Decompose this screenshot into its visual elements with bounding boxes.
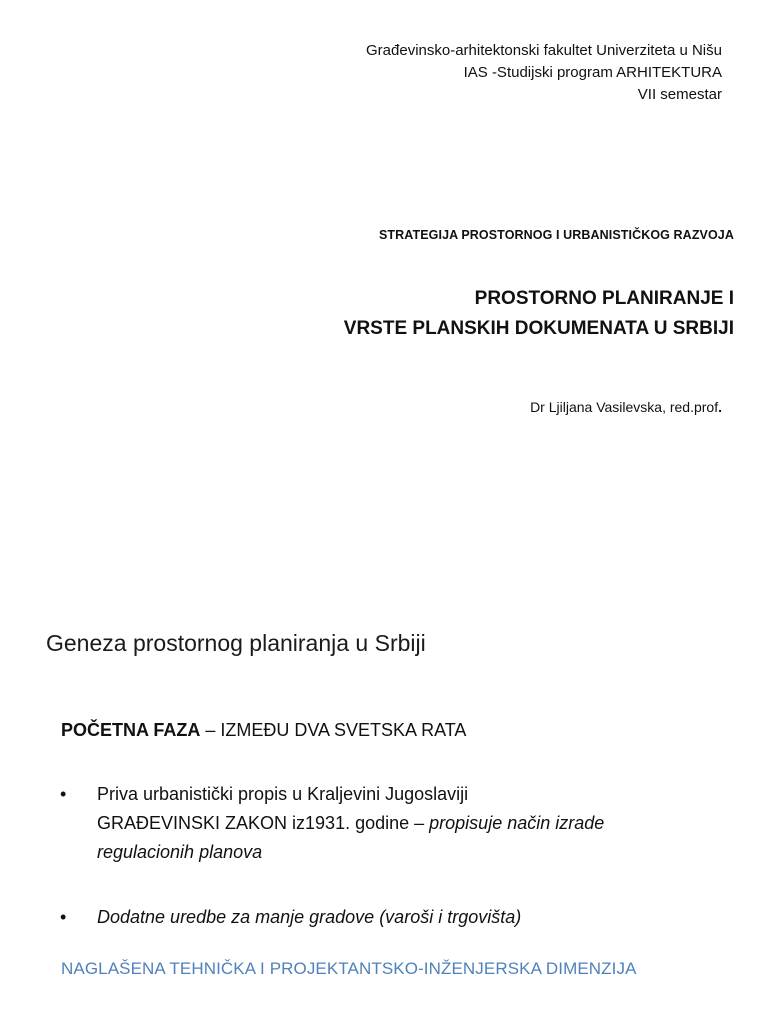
bullet-mark: • xyxy=(60,784,67,804)
bullet-1-line-2 xyxy=(97,809,740,838)
institution-program: IAS -Studijski program ARHITEKTURA xyxy=(463,64,722,81)
phase-label: POČETNA FAZA xyxy=(61,720,201,740)
slide-genesis xyxy=(0,512,768,1024)
lecture-title-line-2: VRSTE PLANSKIH DOKUMENATA U SRBIJI xyxy=(343,318,734,339)
slide-heading: Geneza prostornog planiranja u Srbiji xyxy=(46,630,426,656)
bullet-2-text: Dodatne uredbe za manje gradove (varoši i trgovišta) xyxy=(97,907,522,927)
emphasis-footer: NAGLAŠENA TEHNIČKA I PROJEKTANTSKO-INŽENJERSKA DIMENZIJA xyxy=(61,959,637,978)
bullet-1-line-3: regulacionih planova xyxy=(97,842,263,862)
list-item xyxy=(60,903,740,932)
bullet-1-line-1: Priva urbanistički propis u Kraljevini Jugoslaviji xyxy=(97,784,469,804)
author-suffix: . xyxy=(718,399,722,415)
institution-block xyxy=(366,40,722,106)
course-subject: STRATEGIJA PROSTORNOG I URBANISTIČKOG RAZVOJA xyxy=(379,228,734,242)
lecture-title-line-1: PROSTORNO PLANIRANJE I xyxy=(474,288,734,309)
phase-line xyxy=(61,720,466,741)
list-item xyxy=(60,780,740,867)
lecture-title xyxy=(344,284,734,344)
author xyxy=(530,397,722,417)
bullet-1-emphasis: propisuje način izrade xyxy=(429,813,605,833)
institution-semester: VII semestar xyxy=(637,86,722,103)
bullet-1-law: GRAĐEVINSKI ZAKON iz1931. godine – xyxy=(97,813,430,833)
author-name: Dr Ljiljana Vasilevska, red.prof xyxy=(530,399,719,415)
bullet-list xyxy=(60,780,740,968)
phase-description: – IZMEĐU DVA SVETSKA RATA xyxy=(200,720,467,740)
bullet-mark: • xyxy=(60,907,67,927)
institution-faculty: Građevinsko-arhitektonski fakultet Univerziteta u Nišu xyxy=(366,42,722,59)
